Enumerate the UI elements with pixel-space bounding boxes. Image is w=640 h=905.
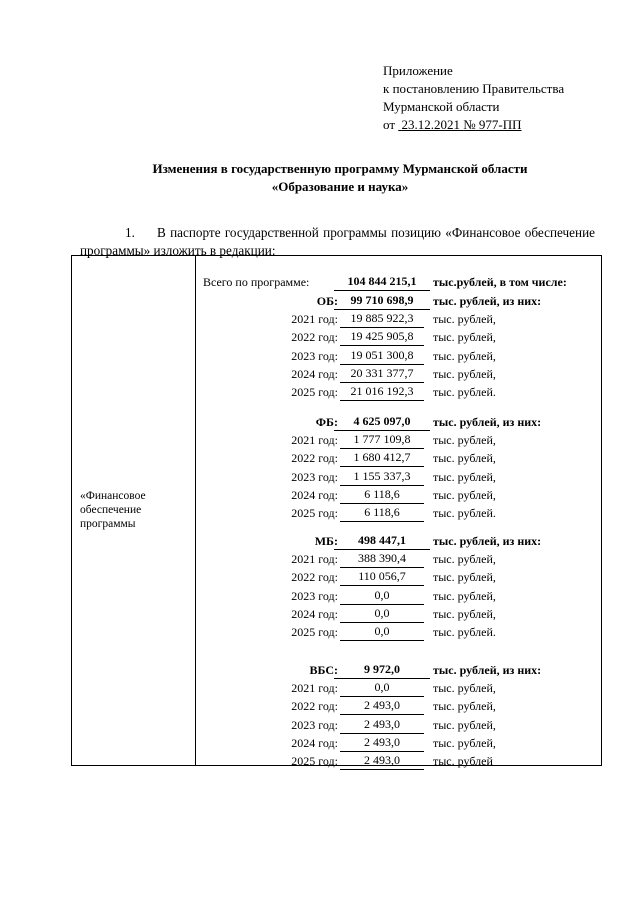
year-value: 0,0 (340, 605, 424, 623)
year-row (72, 383, 603, 401)
total-label: Всего по программе: (203, 275, 310, 289)
year-label: 2024 год: (291, 736, 338, 750)
year-row (72, 310, 603, 328)
year-row (72, 752, 603, 770)
total-unit: тыс.рублей, в том числе: (433, 275, 567, 289)
year-label: 2021 год: (291, 681, 338, 695)
year-value: 110 056,7 (340, 568, 424, 586)
appendix-date: 23.12.2021 (401, 117, 461, 132)
year-value: 2 493,0 (340, 697, 424, 715)
year-label: 2022 год: (291, 570, 338, 584)
appendix-from-label: от (383, 117, 396, 132)
year-row (72, 449, 603, 467)
year-label: 2023 год: (291, 470, 338, 484)
year-value: 2 493,0 (340, 716, 424, 734)
year-row (72, 568, 603, 586)
total-value: 104 844 215,1 (334, 273, 430, 291)
year-label: 2022 год: (291, 699, 338, 713)
appendix-title: Приложение (383, 63, 453, 78)
year-unit: тыс. рублей, (433, 570, 496, 584)
year-unit: тыс. рублей, (433, 367, 496, 381)
section-header-row (72, 532, 603, 550)
year-label: 2024 год: (291, 488, 338, 502)
year-row (72, 550, 603, 568)
year-unit: тыс. рублей (433, 754, 493, 768)
section-total-value: 99 710 698,9 (334, 292, 430, 310)
section-total-value: 498 447,1 (334, 532, 430, 550)
year-unit: тыс. рублей. (433, 385, 496, 399)
year-row (72, 486, 603, 504)
year-value: 20 331 377,7 (340, 365, 424, 383)
year-label: 2023 год: (291, 589, 338, 603)
year-value: 388 390,4 (340, 550, 424, 568)
year-value: 2 493,0 (340, 752, 424, 770)
section-header-row (72, 413, 603, 431)
year-value: 6 118,6 (340, 504, 424, 522)
year-label: 2021 год: (291, 433, 338, 447)
year-unit: тыс. рублей, (433, 736, 496, 750)
year-value: 19 425 905,8 (340, 328, 424, 346)
year-label: 2025 год: (291, 625, 338, 639)
year-row (72, 605, 603, 623)
appendix-date-line (383, 116, 564, 134)
year-value: 0,0 (340, 623, 424, 641)
year-unit: тыс. рублей, (433, 451, 496, 465)
section-unit: тыс. рублей, из них: (433, 663, 542, 677)
year-unit: тыс. рублей, (433, 470, 496, 484)
year-value: 21 016 192,3 (340, 383, 424, 401)
year-row (72, 468, 603, 486)
section-header-row (72, 661, 603, 679)
year-unit: тыс. рублей, (433, 552, 496, 566)
year-label: 2021 год: (291, 552, 338, 566)
table-row-label: «Финансовое обеспечение программы (80, 490, 146, 530)
year-row (72, 587, 603, 605)
appendix-region: Мурманской области (383, 99, 500, 114)
appendix-resolution: к постановлению Правительства (383, 81, 565, 96)
section-unit: тыс. рублей, из них: (433, 534, 542, 548)
appendix-block (383, 62, 564, 134)
year-unit: тыс. рублей, (433, 681, 496, 695)
year-unit: тыс. рублей. (433, 506, 496, 520)
section-label: МБ: (314, 534, 338, 548)
year-label: 2025 год: (291, 385, 338, 399)
year-unit: тыс. рублей, (433, 589, 496, 603)
year-value: 1 777 109,8 (340, 431, 424, 449)
section-label: ВБС: (309, 663, 338, 677)
year-row (72, 328, 603, 346)
section-total-value: 4 625 097,0 (334, 413, 430, 431)
year-row (72, 679, 603, 697)
year-unit: тыс. рублей, (433, 312, 496, 326)
year-label: 2025 год: (291, 754, 338, 768)
section-label: ФБ: (315, 415, 338, 429)
year-label: 2023 год: (291, 349, 338, 363)
year-row (72, 431, 603, 449)
year-row (72, 504, 603, 522)
section-label: ОБ: (316, 294, 338, 308)
year-value: 0,0 (340, 679, 424, 697)
year-label: 2024 год: (291, 607, 338, 621)
year-value: 2 493,0 (340, 734, 424, 752)
financing-table (71, 255, 602, 766)
year-unit: тыс. рублей, (433, 349, 496, 363)
year-unit: тыс. рублей, (433, 433, 496, 447)
year-row (72, 347, 603, 365)
paragraph-text: В паспорте государственной программы позицию «Финансовое обеспечение программы» изложить в редакции: (80, 225, 595, 258)
year-value: 19 051 300,8 (340, 347, 424, 365)
year-row (72, 716, 603, 734)
total-row (72, 273, 603, 291)
document-title-line1: Изменения в государственную программу Мурманской области (152, 161, 528, 176)
year-value: 0,0 (340, 587, 424, 605)
year-row (72, 697, 603, 715)
appendix-number: № 977-ПП (463, 117, 522, 132)
year-value: 19 885 922,3 (340, 310, 424, 328)
year-label: 2025 год: (291, 506, 338, 520)
year-row (72, 623, 603, 641)
year-label: 2021 год: (291, 312, 338, 326)
section-header-row (72, 292, 603, 310)
year-label: 2022 год: (291, 451, 338, 465)
year-label: 2022 год: (291, 330, 338, 344)
year-unit: тыс. рублей, (433, 607, 496, 621)
year-value: 1 680 412,7 (340, 449, 424, 467)
year-unit: тыс. рублей, (433, 488, 496, 502)
section-total-value: 9 972,0 (334, 661, 430, 679)
year-value: 6 118,6 (340, 486, 424, 504)
year-row (72, 365, 603, 383)
year-unit: тыс. рублей. (433, 625, 496, 639)
year-label: 2024 год: (291, 367, 338, 381)
paragraph-number: 1. (125, 225, 135, 240)
financing-values (72, 256, 603, 768)
document-title (80, 160, 600, 196)
year-unit: тыс. рублей, (433, 699, 496, 713)
year-unit: тыс. рублей, (433, 718, 496, 732)
year-row (72, 734, 603, 752)
year-label: 2023 год: (291, 718, 338, 732)
year-unit: тыс. рублей, (433, 330, 496, 344)
document-title-line2: «Образование и наука» (271, 179, 409, 194)
year-value: 1 155 337,3 (340, 468, 424, 486)
section-unit: тыс. рублей, из них: (433, 294, 542, 308)
section-unit: тыс. рублей, из них: (433, 415, 542, 429)
